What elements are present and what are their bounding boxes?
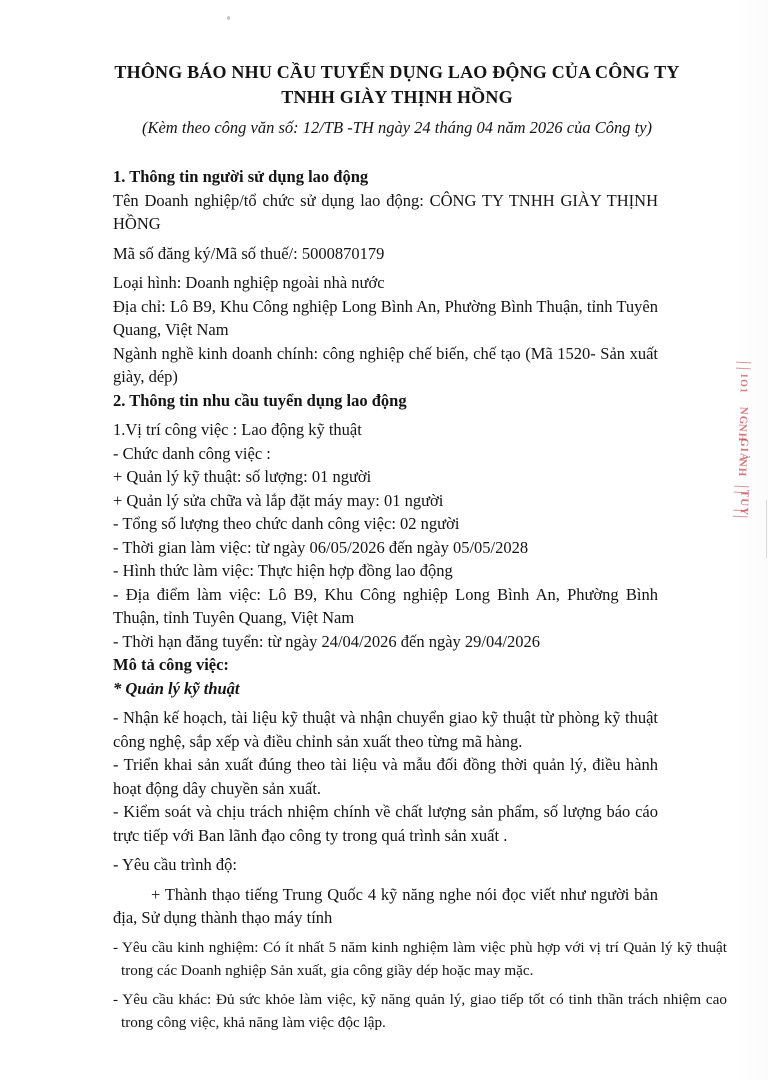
job-title-item-2: + Quản lý sửa chữa và lắp đặt máy may: 01 người	[113, 490, 444, 510]
technical-manager-heading: * Quản lý kỹ thuật	[113, 678, 240, 698]
qualification-heading: - Yêu cầu trình độ:	[113, 855, 238, 874]
stamp-line-mark	[736, 362, 751, 370]
scan-speck	[227, 16, 230, 20]
tax-code-line: Mã số đăng ký/Mã số thuế/: 5000870179	[113, 243, 385, 263]
total-count-line: - Tổng số lượng theo chức danh công việc: 02 người	[113, 514, 460, 533]
stamp-text-fragment: NG	[736, 406, 750, 426]
job-position-line: 1.Vị trí công việc : Lao động kỹ thuật	[113, 420, 362, 439]
other-requirement: - Yêu cầu khác: Đủ sức khỏe làm việc, kỹ năng quản lý, giao tiếp tốt có tinh thần trách nhiệm cao trong công việc, khả năng làm việc độc lập.	[113, 990, 727, 1031]
employer-name-line: Tên Doanh nghiệp/tổ chức sử dụng lao động: CÔNG TY TNHH GIÀY THỊNH HỒNG	[113, 190, 658, 233]
duty-3: - Kiểm soát và chịu trách nhiệm chính về chất lượng sản phẩm, số lượng báo cáo trực tiếp với Ban lãnh đạo công ty trong quá trình sản xuất .	[113, 802, 658, 845]
work-form-line: - Hình thức làm việc: Thực hiện hợp đồng lao động	[113, 561, 453, 580]
section-1-heading: 1. Thông tin người sử dụng lao động	[113, 167, 369, 186]
job-title-item-1: + Quản lý kỹ thuật: số lượng: 01 người	[113, 467, 372, 486]
stamp-line-mark	[733, 510, 748, 518]
stamp-text-fragment: TUY	[737, 489, 751, 517]
posting-period-line: - Thời hạn đăng tuyển: từ ngày 24/04/2026 đến ngày 29/04/2026	[113, 631, 541, 651]
document-body	[113, 60, 727, 1034]
stamp-text-fragment: 1O1	[737, 372, 750, 395]
stamp-text-fragment: NH	[735, 423, 749, 443]
job-description-heading: Mô tả công việc:	[113, 655, 229, 674]
stamp-text-fragment: NH	[735, 458, 749, 478]
address-line: Địa chỉ: Lô B9, Khu Công nghiệp Long Bình An, Phường Bình Thuận, tỉnh Tuyên Quang, Việt Nam	[113, 296, 658, 339]
experience-requirement: - Yêu cầu kinh nghiệm: Có ít nhất 5 năm kinh nghiệm làm việc phù hợp với vị trí Quản lý kỹ thuật trong các Doanh nghiệp Sản xuất, gia công giầy dép hoặc may mặc.	[113, 938, 727, 979]
work-location-line: - Địa điểm làm việc: Lô B9, Khu Công nghiệp Long Bình An, Phường Bình Thuận, tỉnh Tuyên Quang, Việt Nam	[113, 584, 658, 627]
duty-1: - Nhận kế hoạch, tài liệu kỹ thuật và nhận chuyển giao kỹ thuật từ phòng kỹ thuật công nghệ, sắp xếp và điều chỉnh sản xuất theo từng mã hàng.	[113, 708, 658, 751]
section-2-heading: 2. Thông tin nhu cầu tuyển dụng lao động	[113, 390, 407, 410]
doc-title: THÔNG BÁO NHU CẦU TUYỂN DỤNG LAO ĐỘNG CỦA CÔNG TY TNHH GIÀY THỊNH HỒNG	[114, 62, 680, 107]
stamp-line-mark	[734, 486, 749, 494]
qualification-detail: + Thành thạo tiếng Trung Quốc 4 kỹ năng nghe nói đọc viết như người bản địa, Sử dụng thành thạo máy tính	[113, 884, 658, 927]
job-title-line: - Chức danh công việc :	[113, 443, 271, 463]
work-period-line: - Thời gian làm việc: từ ngày 06/05/2026 đến ngày 05/05/2028	[113, 537, 529, 557]
stamp-text-fragment: GIÀ	[737, 437, 751, 463]
duty-2: - Triển khai sản xuất đúng theo tài liệu và mẫu đối đồng thời quản lý, điều hành hoạt động dây chuyền sản xuất.	[113, 755, 658, 798]
business-type-line: Loại hình: Doanh nghiệp ngoài nhà nước	[113, 273, 385, 292]
main-industry-line: Ngành nghề kinh doanh chính: công nghiệp chế biến, chế tạo (Mã 1520- Sản xuất giày, dép)	[113, 343, 658, 386]
doc-subtitle: (Kèm theo công văn số: 12/TB -TH ngày 24 tháng 04 năm 2026 của Công ty)	[141, 118, 653, 137]
scan-edge-line	[766, 500, 767, 558]
